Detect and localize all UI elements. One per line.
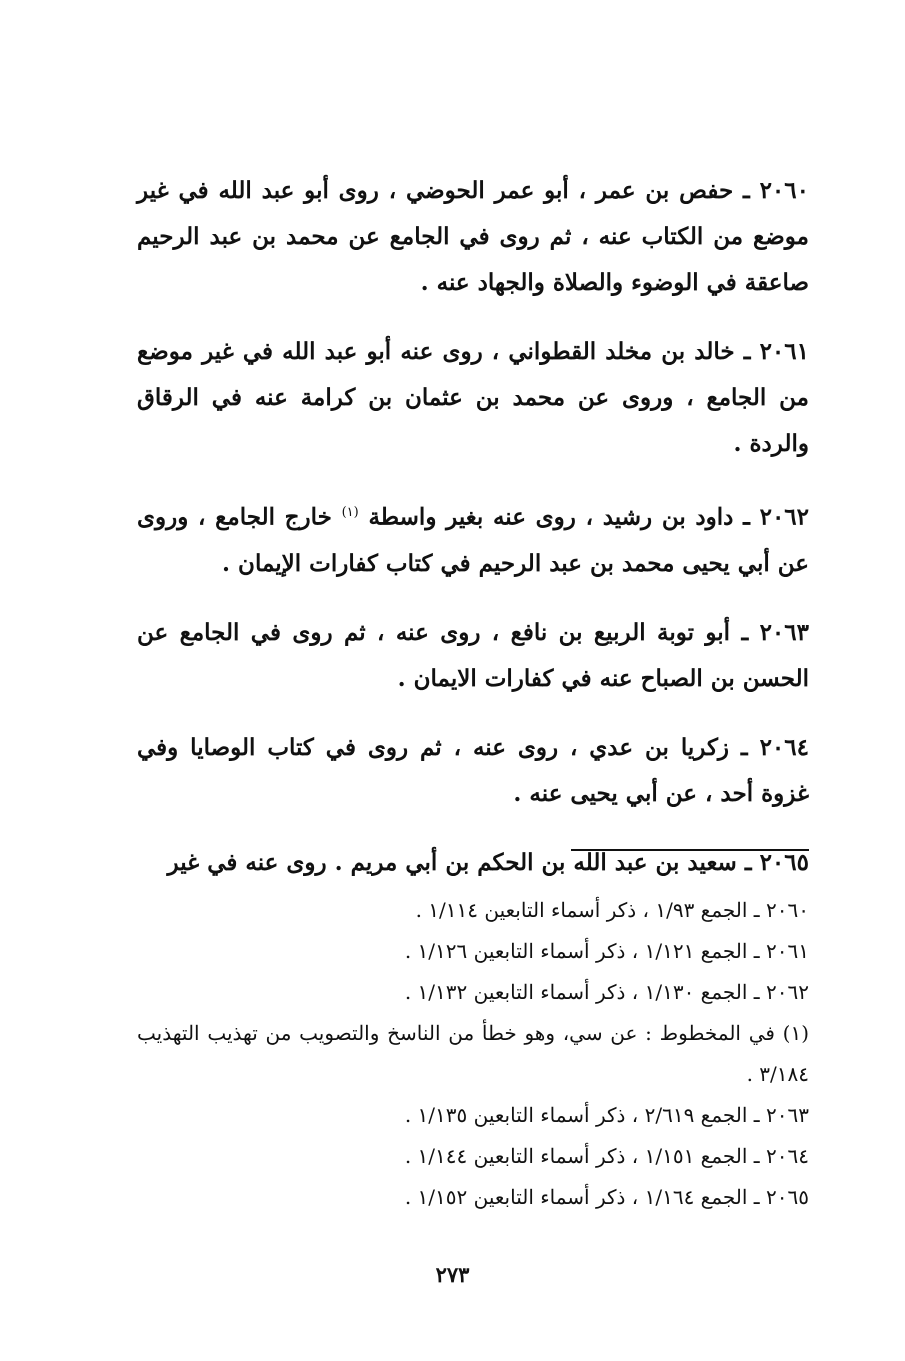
entry-dash: ـ — [730, 618, 749, 646]
entry-text: خارج الجامع ، وروى عن أبي يحيى محمد بن عبد الرحيم في كتاب كفارات الإيمان . — [137, 503, 809, 577]
entry-2061 — [137, 329, 809, 467]
entry-text: خالد بن مخلد القطواني ، روى عنه أبو عبد الله في غير موضع من الجامع ، وروى عن محمد بن عثمان بن كرامة عنه في الرقاق والردة . — [137, 338, 809, 457]
source-note: ٢٠٦٥ ـ الجمع ١/١٦٤ ، ذكر أسماء التابعين ١/١٥٢ . — [404, 1185, 809, 1209]
entry-text: أبو توبة الربيع بن نافع ، روى عنه ، ثم روى في الجامع عن الحسن بن الصباح عنه في كفارات الايمان . — [137, 618, 809, 692]
entry-dash: ـ — [729, 733, 748, 761]
entry-2060 — [137, 168, 809, 306]
entry-number: ٢٠٦٢ — [759, 503, 810, 531]
entry-number: ٢٠٦٣ — [759, 618, 809, 646]
entry-number: ٢٠٦١ — [759, 338, 809, 365]
entry-dash: ـ — [734, 338, 751, 365]
entry-dash: ـ — [733, 177, 750, 204]
source-note: ٢٠٦٣ ـ الجمع ٢/٦١٩ ، ذكر أسماء التابعين ١/١٣٥ . — [404, 1103, 809, 1127]
entry-text: سعيد بن عبد الله بن الحكم بن أبي مريم . روى عنه في غير — [167, 848, 737, 876]
entry-number: ٢٠٦٠ — [759, 177, 809, 204]
source-note: ٢٠٦١ ـ الجمع ١/١٢١ ، ذكر أسماء التابعين ١/١٢٦ . — [404, 939, 809, 963]
entry-text: حفص بن عمر ، أبو عمر الحوضي ، روى أبو عبد الله في غير موضع من الكتاب عنه ، ثم روى في الجامع عن محمد بن عبد الرحيم صاعقة في الوضوء والصلاة والجهاد عنه . — [137, 177, 809, 296]
entry-number: ٢٠٦٥ — [759, 848, 809, 876]
footnote-divider — [571, 849, 809, 851]
entry-text: داود بن رشيد ، روى عنه بغير واسطة — [368, 503, 734, 531]
entry-2064 — [137, 725, 809, 817]
page-number: ٢٧٣ — [435, 1262, 470, 1287]
source-note: ٢٠٦٢ ـ الجمع ١/١٣٠ ، ذكر أسماء التابعين ١/١٣٢ . — [404, 980, 809, 1004]
entry-number: ٢٠٦٤ — [759, 733, 809, 761]
source-note: ٢٠٦٤ ـ الجمع ١/١٥١ ، ذكر أسماء التابعين ١/١٤٤ . — [404, 1144, 809, 1168]
entry-2063 — [137, 610, 809, 702]
entry-dash: ـ — [736, 848, 752, 876]
entry-2065 — [137, 840, 809, 886]
footnote-mark[interactable]: (١) — [341, 505, 359, 520]
entry-text: زكريا بن عدي ، روى عنه ، ثم روى في كتاب الوصايا وفي غزوة أحد ، عن أبي يحيى عنه . — [137, 733, 809, 807]
entries-list — [137, 145, 809, 896]
footnote-1: (١) في المخطوط : عن سي، وهو خطأ من الناسخ والتصويب من تهذيب التهذيب ٣/١٨٤ . — [137, 1021, 810, 1086]
entry-2062 — [137, 490, 809, 587]
footnotes — [137, 890, 809, 1218]
entry-dash: ـ — [733, 503, 750, 531]
source-note: ٢٠٦٠ ـ الجمع ١/٩٣ ، ذكر أسماء التابعين ١/١١٤ . — [415, 898, 809, 922]
